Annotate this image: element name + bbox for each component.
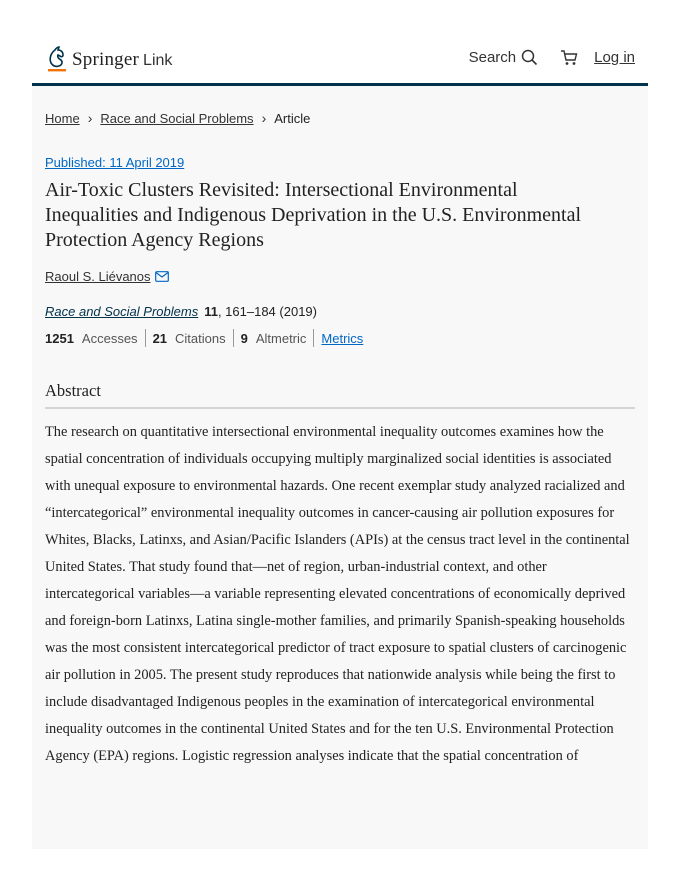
metric-divider — [233, 329, 234, 347]
article-title: Air-Toxic Clusters Revisited: Intersectional Environmental Inequalities and Indigenous Deprivation in the U.S. Environmental Protection Agency Regions — [45, 179, 581, 251]
springer-link-logo[interactable] — [45, 45, 172, 72]
article-metrics — [45, 329, 363, 347]
altmetric-label: Altmetric — [255, 330, 307, 346]
site-header — [32, 0, 648, 86]
search-label: Search — [468, 49, 517, 66]
journal-link[interactable]: Race and Social Problems — [45, 304, 199, 319]
header-nav — [469, 49, 635, 66]
published-date[interactable]: Published: 11 April 2019 — [45, 155, 185, 170]
breadcrumb-home[interactable]: Home — [45, 110, 80, 126]
breadcrumb-current: Article — [274, 110, 311, 126]
accesses-metric — [45, 331, 138, 346]
author-link[interactable]: Raoul S. Liévanos — [45, 269, 151, 284]
metric-divider — [145, 329, 146, 347]
springer-horse-icon — [45, 45, 69, 72]
journal-citation — [45, 304, 317, 319]
logo-brand: Springer — [72, 49, 140, 70]
login-link[interactable]: Log in — [594, 49, 635, 66]
breadcrumb-journal[interactable]: Race and Social Problems — [100, 110, 254, 126]
metric-divider — [313, 329, 314, 347]
metrics-link[interactable]: Metrics — [321, 330, 364, 346]
citations-count: 21 — [152, 330, 168, 346]
chevron-right-icon: › — [261, 110, 267, 126]
mail-icon[interactable] — [155, 271, 169, 282]
altmetric-metric — [241, 331, 307, 346]
search-icon — [521, 49, 538, 66]
abstract-heading: Abstract — [45, 381, 635, 409]
cart-icon[interactable] — [560, 49, 578, 66]
accesses-label: Accesses — [81, 330, 138, 346]
abstract-text: The research on quantitative intersectional environmental inequality outcomes examines how the spatial concentration of individuals occupying multiply marginalized social identities is associated with unequal exposure to environmental hazards. One recent exemplar study analyzed racialized and “intercategorical” environmental inequality outcomes in cancer-causing air pollution exposures for Whites, Blacks, Latinxs, and Asian/Pacific Islanders (APIs) at the census tract level in the continental United States. That study found that—net of region, urban-industrial context, and other intercategorical variables—a variable representing elevated concentrations of economically deprived and foreign-born Latinxs, Latina single-mother families, and primarily Spanish-speaking households was the most consistent intercategorical predictor of tract exposure to spatial clusters of carcinogenic air pollution in 2005. The present study reproduces that nationwide analysis while being the first to include disadvantaged Indigenous peoples in the examination of intercategorical environmental inequality outcomes in the continental United States and for the ten U.S. Environmental Protection Agency (EPA) regions. Logistic regression analyses indicate that the spatial concentration of — [45, 424, 630, 764]
article-main — [32, 86, 648, 849]
search-button[interactable] — [469, 49, 539, 66]
citations-label: Citations — [175, 330, 226, 346]
altmetric-count: 9 — [240, 330, 248, 346]
logo-text — [72, 49, 172, 72]
author-list — [45, 269, 169, 284]
citations-metric — [153, 331, 226, 346]
journal-volume: 11 — [204, 304, 218, 319]
journal-pages-year: , 161–184 (2019) — [217, 304, 317, 319]
accesses-count: 1251 — [45, 330, 74, 346]
breadcrumb — [45, 110, 310, 126]
logo-suffix: Link — [143, 52, 173, 69]
chevron-right-icon: › — [87, 110, 93, 126]
